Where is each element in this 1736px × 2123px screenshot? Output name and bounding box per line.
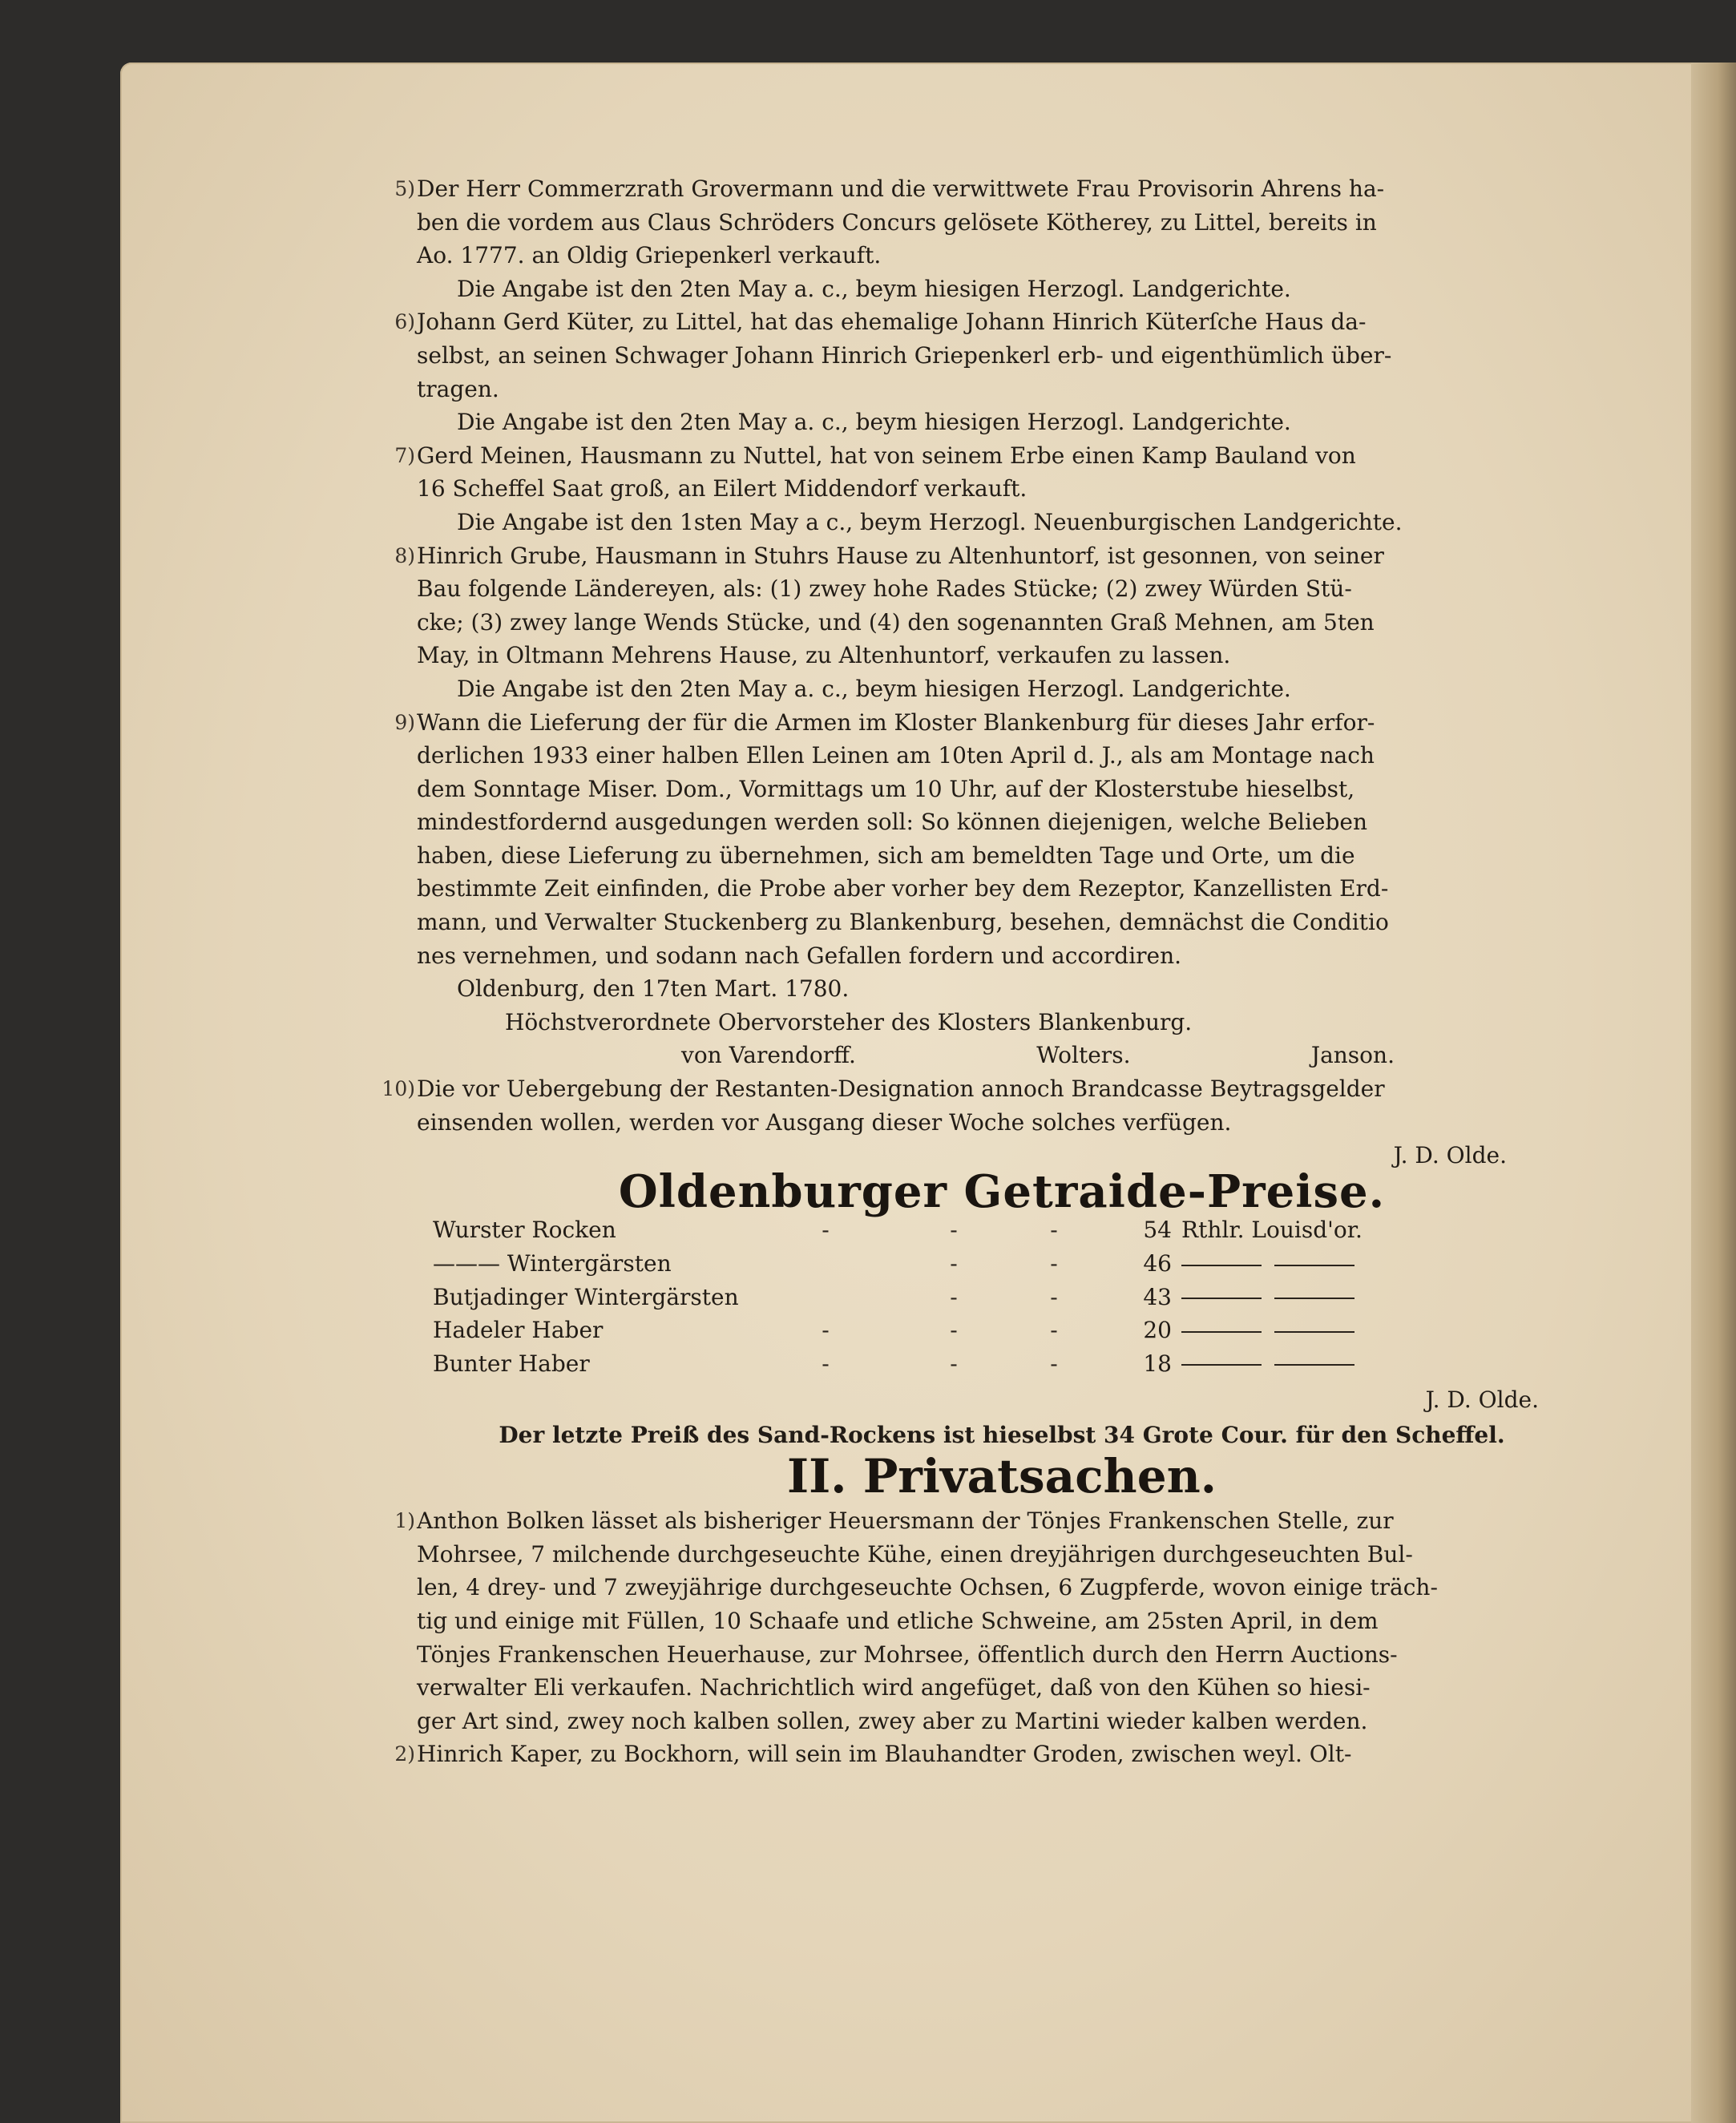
signers-row [417, 1039, 1587, 1072]
prices-heading: Oldenburger Getraide-Preise. [618, 1164, 1386, 1218]
price-table [433, 1213, 1587, 1380]
dash-mark: - [822, 1350, 830, 1377]
entry-line: Ao. 1777. an Oldig Griepenkerl verkauft. [417, 242, 882, 269]
dash-mark: - [1050, 1350, 1058, 1377]
price-value: 18 [1143, 1350, 1172, 1377]
grain-name: ——— Wintergärsten [433, 1250, 672, 1277]
entry-number: 9) [394, 710, 415, 734]
entry-line: Johann Gerd Küter, zu Littel, hat das ehemalige Johann Hinrich Küterſche Haus da- [417, 309, 1367, 336]
entry-note: Die Angabe ist den 2ten May a. c., beym hiesigen Herzogl. Landgerichte. [457, 409, 1291, 436]
dash-mark: - [822, 1217, 830, 1244]
price-value: 43 [1143, 1283, 1172, 1310]
entry-line: tig und einige mit Füllen, 10 Schaafe und etliche Schweine, am 25sten April, in dem [417, 1607, 1379, 1634]
dash-mark: - [950, 1217, 958, 1244]
entry-number: 1) [394, 1509, 415, 1533]
private-entry-1 [394, 1504, 1587, 1738]
page-gutter [1691, 63, 1736, 2123]
entry-number: 7) [394, 443, 415, 467]
dash-mark: - [1050, 1317, 1058, 1344]
grain-name: Wurster Rocken [433, 1217, 616, 1244]
dash-mark: - [950, 1250, 958, 1277]
entry-line: Hinrich Kaper, zu Bockhorn, will sein im Blauhandter Groden, zwischen weyl. Olt- [417, 1741, 1352, 1768]
entry-line: einsenden wollen, werden vor Ausgang dieser Woche solches verfügen. [417, 1108, 1232, 1136]
price-value: 20 [1143, 1317, 1172, 1344]
entry-line: Der Herr Commerzrath Grovermann und die verwittwete Frau Provisorin Ahrens ha- [417, 176, 1385, 202]
prices-signature: J. D. Olde. [1425, 1386, 1539, 1414]
notice-entry-6 [394, 305, 1587, 438]
entry-line: len, 4 drey- und 7 zweyjährige durchgeseuchte Ochsen, 6 Zugpferde, wovon einige träch- [417, 1574, 1438, 1601]
entry-number: 5) [394, 177, 415, 200]
signer-name: von Varendorff. [681, 1042, 856, 1069]
dash-mark: - [1050, 1283, 1058, 1310]
entry-line: Wann die Lieferung der für die Armen im Kloster Blankenburg für dieses Jahr erfor- [417, 708, 1375, 736]
notice-entry-10 [382, 1072, 1587, 1172]
entry-line: Mohrsee, 7 milchende durchgeseuchte Kühe, einen dreyjährigen durchgeseuchten Bul- [417, 1540, 1413, 1568]
ditto-rules [1178, 1281, 1387, 1314]
entry-line: ben die vordem aus Claus Schröders Concurs gelösete Kötherey, zu Littel, bereits in [417, 208, 1377, 236]
notice-entry-7 [394, 439, 1587, 539]
entry-number: 2) [394, 1742, 415, 1766]
entry-line: mann, und Verwalter Stuckenberg zu Blankenburg, besehen, demnächst die Conditio [417, 909, 1389, 936]
private-section-heading: II. Privatsachen. [787, 1448, 1217, 1503]
notice-entry-9 [394, 706, 1587, 1073]
dash-mark: - [950, 1350, 958, 1377]
page-content [382, 172, 1587, 1771]
grain-name: Bunter Haber [433, 1350, 590, 1377]
entry-line: Bau folgende Ländereyen, als: (1) zwey hohe Rades Stücke; (2) zwey Würden Stü- [417, 575, 1352, 603]
entry-authority: Höchstverordnete Obervorsteher des Klosters Blankenburg. [505, 1008, 1193, 1035]
entry-note: Die Angabe ist den 1sten May a c., beym Herzogl. Neuenburgischen Landgerichte. [457, 508, 1403, 535]
entry-line: derlichen 1933 einer halben Ellen Leinen am 10ten April d. J., als am Montage nach [417, 742, 1375, 769]
signer-name: Janson. [1310, 1042, 1395, 1069]
entry-line: 16 Scheffel Saat groß, an Eilert Middendorf verkauft. [417, 475, 1027, 502]
entry-line: bestimmte Zeit einfinden, die Probe aber vorher bey dem Rezeptor, Kanzellisten Erd- [417, 875, 1389, 902]
entry-number: 10) [382, 1077, 415, 1101]
entry-line: Tönjes Frankenschen Heuerhause, zur Mohrsee, öffentlich durch den Herrn Auctions- [417, 1641, 1398, 1668]
entry-line: Hinrich Grube, Hausmann in Stuhrs Hause zu Altenhuntorf, ist gesonnen, von seiner [417, 542, 1384, 569]
price-row [433, 1281, 1587, 1314]
dash-mark: - [822, 1317, 830, 1344]
price-row [433, 1213, 1587, 1247]
entry-number: 6) [394, 310, 415, 334]
sand-rye-price-note: Der letzte Preiß des Sand-Rockens ist hieselbst 34 Grote Cour. für den Scheffel. [499, 1421, 1505, 1448]
entry-line: nes vernehmen, und sodann nach Gefallen fordern und accordiren. [417, 942, 1182, 969]
price-row [433, 1347, 1587, 1381]
notice-entry-8 [394, 539, 1587, 706]
ditto-rules [1178, 1347, 1387, 1381]
entry-line: Gerd Meinen, Hausmann zu Nuttel, hat von seinem Erbe einen Kamp Bauland von [417, 442, 1356, 469]
dash-mark: - [1050, 1217, 1058, 1244]
price-unit: Rthlr. Louisd'or. [1181, 1217, 1363, 1244]
price-value: 46 [1143, 1250, 1172, 1277]
price-row [433, 1314, 1587, 1347]
entry-line: Anthon Bolken lässet als bisheriger Heuersmann der Tönjes Frankenschen Stelle, zur [417, 1507, 1394, 1535]
private-entry-2 [394, 1738, 1587, 1771]
entry-line: May, in Oltmann Mehrens Hause, zu Altenhuntorf, verkaufen zu lassen. [417, 642, 1231, 669]
entry-signature: J. D. Olde. [1393, 1142, 1507, 1169]
entry-line: tragen. [417, 375, 499, 402]
notice-entry-5 [394, 172, 1587, 305]
grain-name: Butjadinger Wintergärsten [433, 1283, 739, 1310]
entry-line: Die vor Uebergebung der Restanten-Designation annoch Brandcasse Beytragsgelder [417, 1076, 1385, 1103]
signer-name: Wolters. [1036, 1042, 1131, 1069]
entry-number: 8) [394, 543, 415, 567]
ditto-rules [1178, 1314, 1387, 1347]
entry-line: dem Sonntage Miser. Dom., Vormittags um 10 Uhr, auf der Klosterstube hieselbst, [417, 775, 1355, 802]
ditto-rules [1178, 1247, 1387, 1281]
dash-mark: - [1050, 1250, 1058, 1277]
price-row [433, 1247, 1587, 1281]
entry-line: mindestfordernd ausgedungen werden soll: So können diejenigen, welche Belieben [417, 809, 1368, 836]
entry-note: Die Angabe ist den 2ten May a. c., beym hiesigen Herzogl. Landgerichte. [457, 675, 1291, 702]
grain-name: Hadeler Haber [433, 1317, 604, 1344]
entry-line: cke; (3) zwey lange Wends Stücke, und (4) den sogenannten Graß Mehnen, am 5ten [417, 608, 1375, 636]
price-value: 54 [1143, 1217, 1172, 1244]
entry-line: selbst, an seinen Schwager Johann Hinrich Griepenkerl erb- und eigenthümlich über- [417, 341, 1392, 369]
entry-note: Die Angabe ist den 2ten May a. c., beym hiesigen Herzogl. Landgerichte. [457, 275, 1291, 302]
dash-mark: - [950, 1317, 958, 1344]
dash-mark: - [950, 1283, 958, 1310]
entry-dateline: Oldenburg, den 17ten Mart. 1780. [457, 975, 850, 1003]
entry-line: haben, diese Lieferung zu übernehmen, sich am bemeldten Tage und Orte, um die [417, 842, 1355, 869]
entry-line: verwalter Eli verkaufen. Nachrichtlich wird angefüget, daß von den Kühen so hiesi- [417, 1674, 1371, 1701]
entry-line: ger Art sind, zwey noch kalben sollen, zwey aber zu Martini wieder kalben werden. [417, 1707, 1368, 1734]
